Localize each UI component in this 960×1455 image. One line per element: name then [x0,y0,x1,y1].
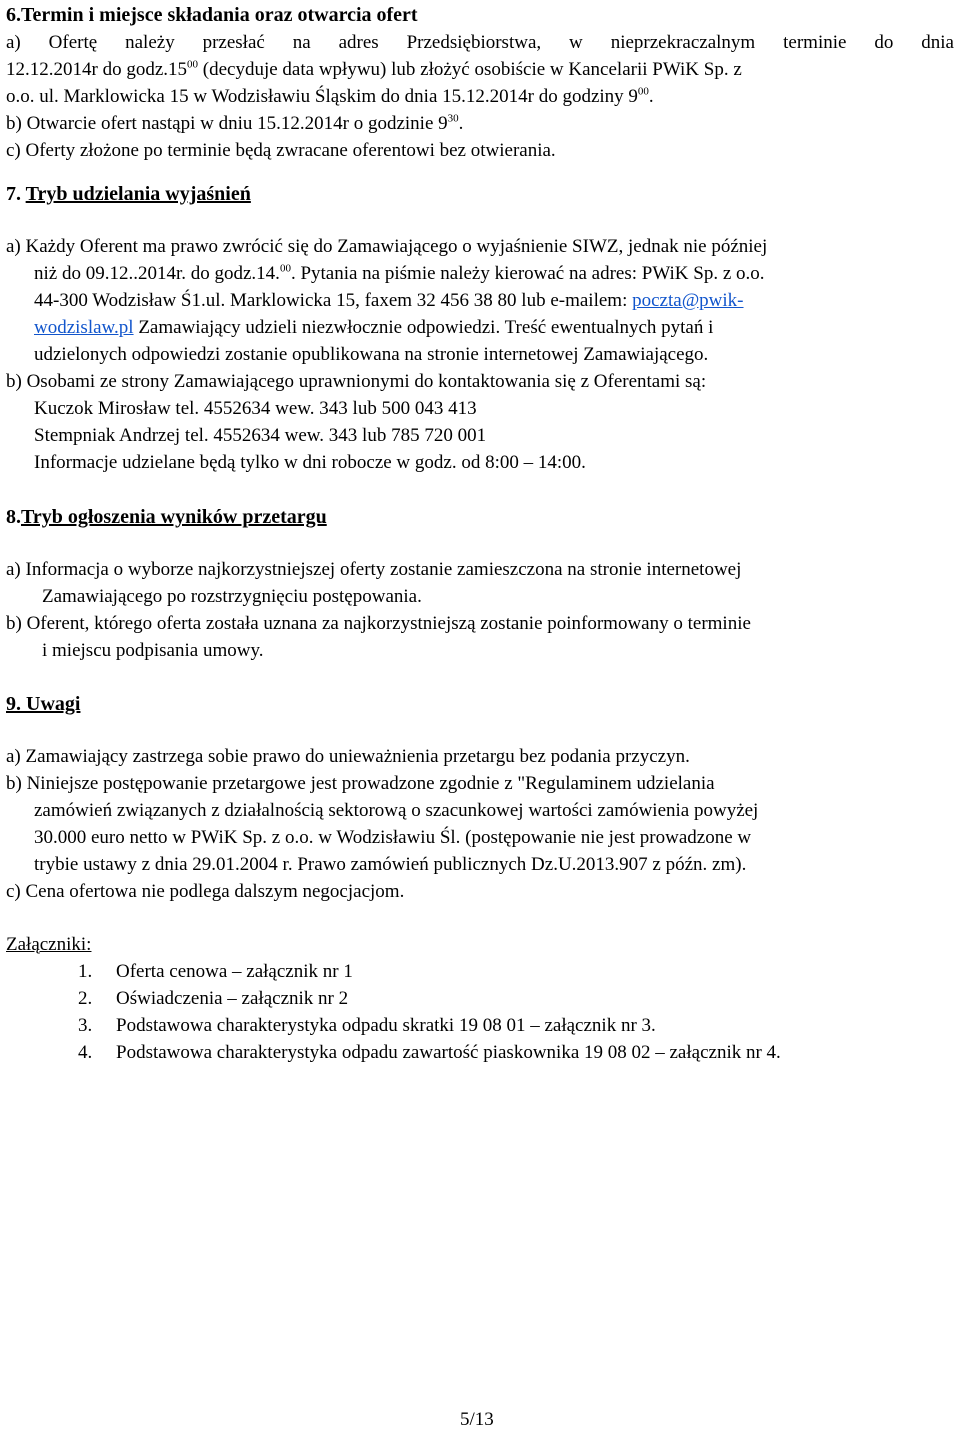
section-9-item-b-line-1: b) Niniejsze postępowanie przetargowe jest prowadzone zgodnie z "Regulaminem udzielania [6,773,715,794]
attachment-item-3: 3. Podstawowa charakterystyka odpadu skratki 19 08 01 – załącznik nr 3. [78,1015,656,1036]
section-6-item-a-word: a) [6,32,21,53]
section-6-item-a-word: nieprzekraczalnym [610,32,756,53]
section-7-item-b-line-1: b) Osobami ze strony Zamawiającego uprawnionymi do kontaktowania się z Oferentami są: [6,371,707,392]
section-7-item-a-line-4: wodzislaw.pl Zamawiający udzieli niezwłocznie odpowiedzi. Treść ewentualnych pytań i [34,317,714,338]
attachment-item-2: 2. Oświadczenia – załącznik nr 2 [78,988,349,1009]
section-9-item-a: a) Zamawiający zastrzega sobie prawo do unieważnienia przetargu bez podania przyczyn. [6,746,690,767]
section-6-item-a-word: terminie [783,32,847,53]
section-6-item-a-word: na [292,32,311,53]
email-link-continued[interactable]: wodzislaw.pl [34,317,134,338]
section-9-item-b-line-4: trybie ustawy z dnia 29.01.2004 r. Prawo zamówień publicznych Dz.U.2013.907 z późn. zm). [34,854,747,875]
section-6-item-c: c) Oferty złożone po terminie będą zwracane oferentowi bez otwierania. [6,140,556,161]
section-7-heading: 7. Tryb udzielania wyjaśnień [6,183,251,205]
section-7-item-a-line-5: udzielonych odpowiedzi zostanie opublikowana na stronie internetowej Zamawiającego. [34,344,709,365]
attachment-item-1: 1. Oferta cenowa – załącznik nr 1 [78,961,353,982]
attachment-item-4: 4. Podstawowa charakterystyka odpadu zawartość piaskownika 19 08 02 – załącznik nr 4. [78,1042,781,1063]
section-7-item-a-line-1: a) Każdy Oferent ma prawo zwrócić się do Zamawiającego o wyjaśnienie SIWZ, jednak nie później [6,236,768,257]
email-link[interactable]: poczta@pwik- [632,290,744,311]
section-9-item-b-line-3: 30.000 euro netto w PWiK Sp. z o.o. w Wodzisławiu Śl. (postępowanie nie jest prowadzone w [34,827,752,848]
section-8-item-a-line-2: Zamawiającego po rozstrzygnięciu postępowania. [42,586,422,607]
section-8-item-b-line-1: b) Oferent, którego oferta została uznana za najkorzystniejszą zostanie poinformowany o terminie [6,613,751,634]
contact-person-2: Stempniak Andrzej tel. 4552634 wew. 343 lub 785 720 001 [34,425,487,446]
contact-person-1: Kuczok Mirosław tel. 4552634 wew. 343 lub 500 043 413 [34,398,477,419]
section-6-item-b: b) Otwarcie ofert nastąpi w dniu 15.12.2014r o godzinie $9^{30}$. [6,112,464,134]
section-6-item-a-line-3: o.o. ul. Marklowicka 15 w Wodzisławiu Śląskim do dnia 15.12.2014r do godziny $9^{00}$. [6,85,654,107]
section-6-item-a-word: należy [125,32,175,53]
section-8-item-b-line-2: i miejscu podpisania umowy. [42,640,264,661]
section-6-item-a-word: dnia [921,32,954,53]
section-7-item-a-line-2: niż do 09.12..2014r. do godz.14.00. Pytania na piśmie należy kierować na adres: PWiK Sp. z o.o. [34,262,765,284]
section-6-heading: 6.Termin i miejsce składania oraz otwarcia ofert [6,4,418,26]
section-6-item-a-word: do [874,32,894,53]
section-7-item-a-line-3: 44-300 Wodzisław Ś1.ul. Marklowicka 15, faxem 32 456 38 80 lub e-mailem: poczta@pwik- [34,290,744,311]
page-number: 5/13 [460,1409,494,1430]
section-6-item-a-line-1 [6,32,954,54]
section-8-item-a-line-1: a) Informacja o wyborze najkorzystniejszej oferty zostanie zamieszczona na stronie internetowej [6,559,742,580]
section-6-item-a-word: Ofertę [48,32,98,53]
contact-hours: Informacje udzielane będą tylko w dni robocze w godz. od 8:00 – 14:00. [34,452,586,473]
section-9-item-c: c) Cena ofertowa nie podlega dalszym negocjacjom. [6,881,405,902]
section-9-heading: 9. Uwagi [6,693,81,715]
attachments-heading: Załączniki: [6,934,92,955]
section-6-item-a-word: Przedsiębiorstwa, [406,32,542,53]
section-9-item-b-line-2: zamówień związanych z działalnością sektorową o szacunkowej wartości zamówienia powyżej [34,800,759,821]
section-6-item-a-word: adres [338,32,379,53]
section-6-item-a-word: w [569,32,583,53]
section-6-item-a-word: przesłać [202,32,265,53]
section-8-heading: 8.Tryb ogłoszenia wyników przetargu [6,506,327,528]
section-6-item-a-line-2: 12.12.2014r do $godz.15^{00}$ (decyduje data wpływu) lub złożyć osobiście w Kancelarii PWiK Sp. z [6,58,742,80]
